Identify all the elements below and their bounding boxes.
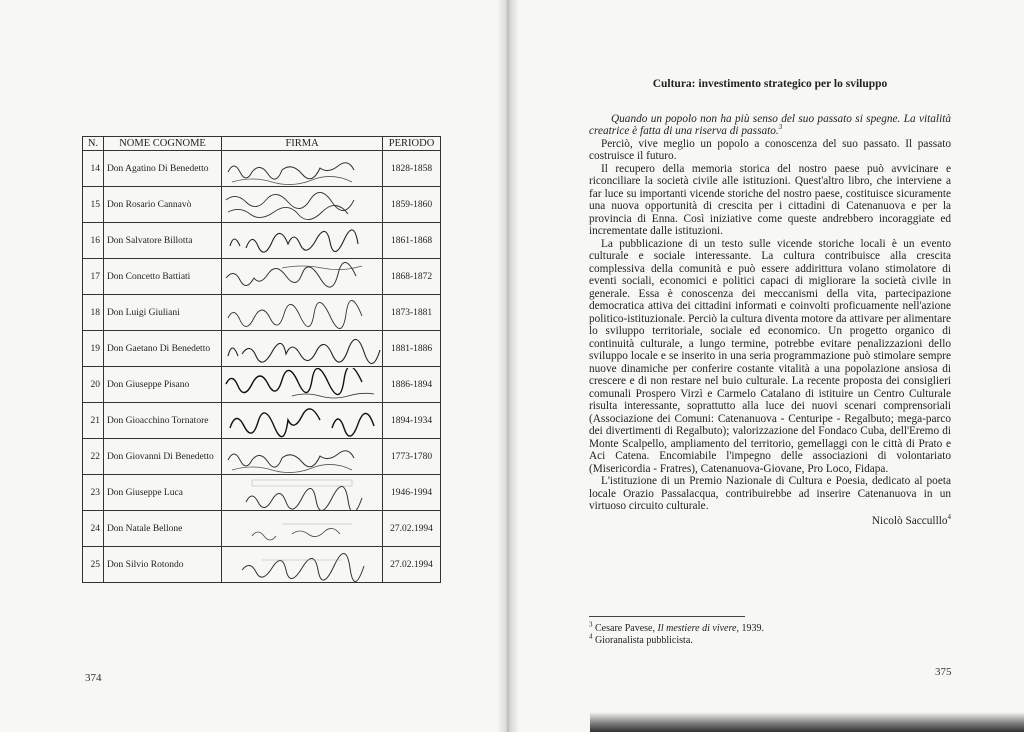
row-period: 27.02.1994 — [383, 511, 441, 547]
row-period: 1873-1881 — [383, 295, 441, 331]
table-row — [83, 439, 441, 475]
footnote-item — [589, 632, 951, 647]
footnote-number: 4 — [589, 632, 593, 641]
table-row — [83, 475, 441, 511]
handwritten-signature — [222, 259, 383, 295]
footnote-divider — [589, 616, 745, 617]
footnote-text: Cesare Pavese, — [595, 623, 658, 634]
row-name: Don Giovanni Di Benedetto — [103, 439, 221, 475]
row-number: 24 — [83, 511, 104, 547]
row-name: Don Agatino Di Benedetto — [103, 151, 221, 187]
opening-quote — [589, 113, 951, 138]
row-name: Don Giuseppe Luca — [103, 475, 221, 511]
paragraph: Il recupero della memoria storica del nostro paese può avvicinare e riconciliare la società civile alle istituzioni. Quest'altro libro, che interviene a far luce su importanti vicende storiche del nostro paese, costituisce sicuramente una nuova opportunità di crescita per i cittadini di Catenanuova e per la provincia di Enna. Così iniziative come queste andrebbero incoraggiate ed incrementate dalle istituzioni. — [589, 162, 951, 237]
header-n: N. — [83, 137, 104, 151]
row-number: 18 — [83, 295, 104, 331]
table-row — [83, 259, 441, 295]
row-period: 27.02.1994 — [383, 547, 441, 583]
row-period: 1861-1868 — [383, 223, 441, 259]
footnote-book-title: Il mestiere di vivere — [657, 623, 737, 634]
handwritten-signature — [222, 403, 383, 439]
row-name: Don Salvatore Billotta — [103, 223, 221, 259]
table-row — [83, 223, 441, 259]
header-period: PERIODO — [383, 137, 441, 151]
row-period: 1886-1894 — [383, 367, 441, 403]
table-row — [83, 151, 441, 187]
footnote-ref-4: 4 — [947, 512, 951, 521]
handwritten-signature — [222, 367, 383, 403]
row-period: 1859-1860 — [383, 187, 441, 223]
page-number-left: 374 — [85, 672, 102, 684]
row-number: 22 — [83, 439, 104, 475]
article-title: Cultura: investimento strategico per lo sviluppo — [652, 78, 888, 90]
row-period: 1881-1886 — [383, 331, 441, 367]
row-name: Don Gaetano Di Benedetto — [103, 331, 221, 367]
footnote-text: Gioranalista pubblicista. — [595, 635, 693, 646]
author-name: Nicolò Sacculllo — [871, 514, 948, 527]
row-period: 1894-1934 — [383, 403, 441, 439]
quote-text: Quando un popolo non ha più senso del suo passato si spegne. La vitalità creatrice è fatta di una riserva di passato. — [589, 112, 951, 137]
handwritten-signature — [222, 331, 383, 367]
table-row — [83, 331, 441, 367]
table-header-row — [83, 137, 441, 151]
row-name: Don Gioacchino Tornatore — [103, 403, 221, 439]
row-number: 15 — [83, 187, 104, 223]
row-number: 17 — [83, 259, 104, 295]
handwritten-signature — [222, 439, 383, 475]
row-period: 1773-1780 — [383, 439, 441, 475]
row-name: Don Concetto Battiati — [103, 259, 221, 295]
row-name: Don Rosario Cannavò — [103, 187, 221, 223]
page-number-right: 375 — [935, 666, 952, 678]
footnotes — [589, 616, 951, 647]
row-number: 25 — [83, 547, 104, 583]
handwritten-signature — [222, 187, 383, 223]
row-period: 1868-1872 — [383, 259, 441, 295]
row-period: 1946-1994 — [383, 475, 441, 511]
table-row — [83, 187, 441, 223]
row-number: 20 — [83, 367, 104, 403]
header-signature: FIRMA — [222, 137, 383, 151]
table-row — [83, 403, 441, 439]
handwritten-signature — [222, 511, 383, 547]
row-number: 19 — [83, 331, 104, 367]
signature-table — [82, 136, 441, 583]
handwritten-signature — [222, 151, 383, 187]
footnote-item — [589, 620, 951, 635]
header-name: NOME COGNOME — [103, 137, 221, 151]
row-number: 16 — [83, 223, 104, 259]
row-number: 21 — [83, 403, 104, 439]
handwritten-signature — [222, 295, 383, 331]
paragraph: La pubblicazione di un testo sulle vicende storiche locali è un evento culturale e sociale interessante. La cultura contribuisce alla crescita complessiva della comunità e può essere addirittura volano stimolatore di eventi sociali, economici e politici capaci di migliorare la società civile in generale. Essa è conoscenza dei meccanismi della vita, partecipazione democratica attiva dei cittadini informati e coinvolti proficuamente nell'azione politico-istituzionale. Perciò la cultura diventa motore da attivare per alimentare lo sviluppo territoriale, sociale ed economico. Un progetto organico di continuità culturale, a lungo termine, potrebbe evitare penalizzazioni dello sviluppo locale e se inserito in una seria programmazione può stimolare sempre nuove dinamiche per conferire costante vitalità a una popolazione ansiosa di crescere e di non restare nel buio culturale. La recente proposta dei consiglieri comunali Prospero Virzì e Carmelo Catalano di istituire un Centro Culturale risulta interessante, soprattutto alla luce dei nuovi scenari comprensoriali (Associazione dei Comuni: Catenanuova - Centuripe - Regalbuto; mega-parco dei divertimenti di Regalbuto); valorizzazione del Fondaco Cuba, dell'Eremo di Monte Scalpello, ampliamento del territorio, gemellaggi con le città di Prato e Aci Catena. Encomiabile l'impegno delle associazioni di volontariato (Misericordia - Fratres), Catenanuova-Giovane, Pro Loco, Fidapa. — [589, 237, 951, 475]
table-row — [83, 367, 441, 403]
author-signature — [589, 512, 951, 528]
table-row — [83, 295, 441, 331]
article — [589, 78, 951, 527]
handwritten-signature — [222, 223, 383, 259]
right-page — [515, 0, 1024, 732]
footnote-ref-3: 3 — [778, 123, 783, 132]
scan-edge-shadow — [590, 712, 1024, 732]
row-name: Don Natale Bellone — [103, 511, 221, 547]
table-row — [83, 547, 441, 583]
row-name: Don Giuseppe Pisano — [103, 367, 221, 403]
paragraph: L'istituzione di un Premio Nazionale di Cultura e Poesia, dedicato al poeta locale Orazio Passalacqua, contribuirebbe ad inserire Catenanuova in un virtuoso circuito culturale. — [589, 475, 951, 512]
row-period: 1828-1858 — [383, 151, 441, 187]
left-page — [0, 0, 505, 732]
row-number: 14 — [83, 151, 104, 187]
footnote-number: 3 — [589, 620, 593, 629]
handwritten-signature — [222, 475, 383, 511]
handwritten-signature — [222, 547, 383, 583]
paragraph: Perciò, vive meglio un popolo a conoscenza del suo passato. Il passato costruisce il futuro. — [589, 137, 951, 162]
row-name: Don Luigi Giuliani — [103, 295, 221, 331]
footnote-text: , 1939. — [736, 623, 764, 634]
row-number: 23 — [83, 475, 104, 511]
table-row — [83, 511, 441, 547]
row-name: Don Silvio Rotondo — [103, 547, 221, 583]
